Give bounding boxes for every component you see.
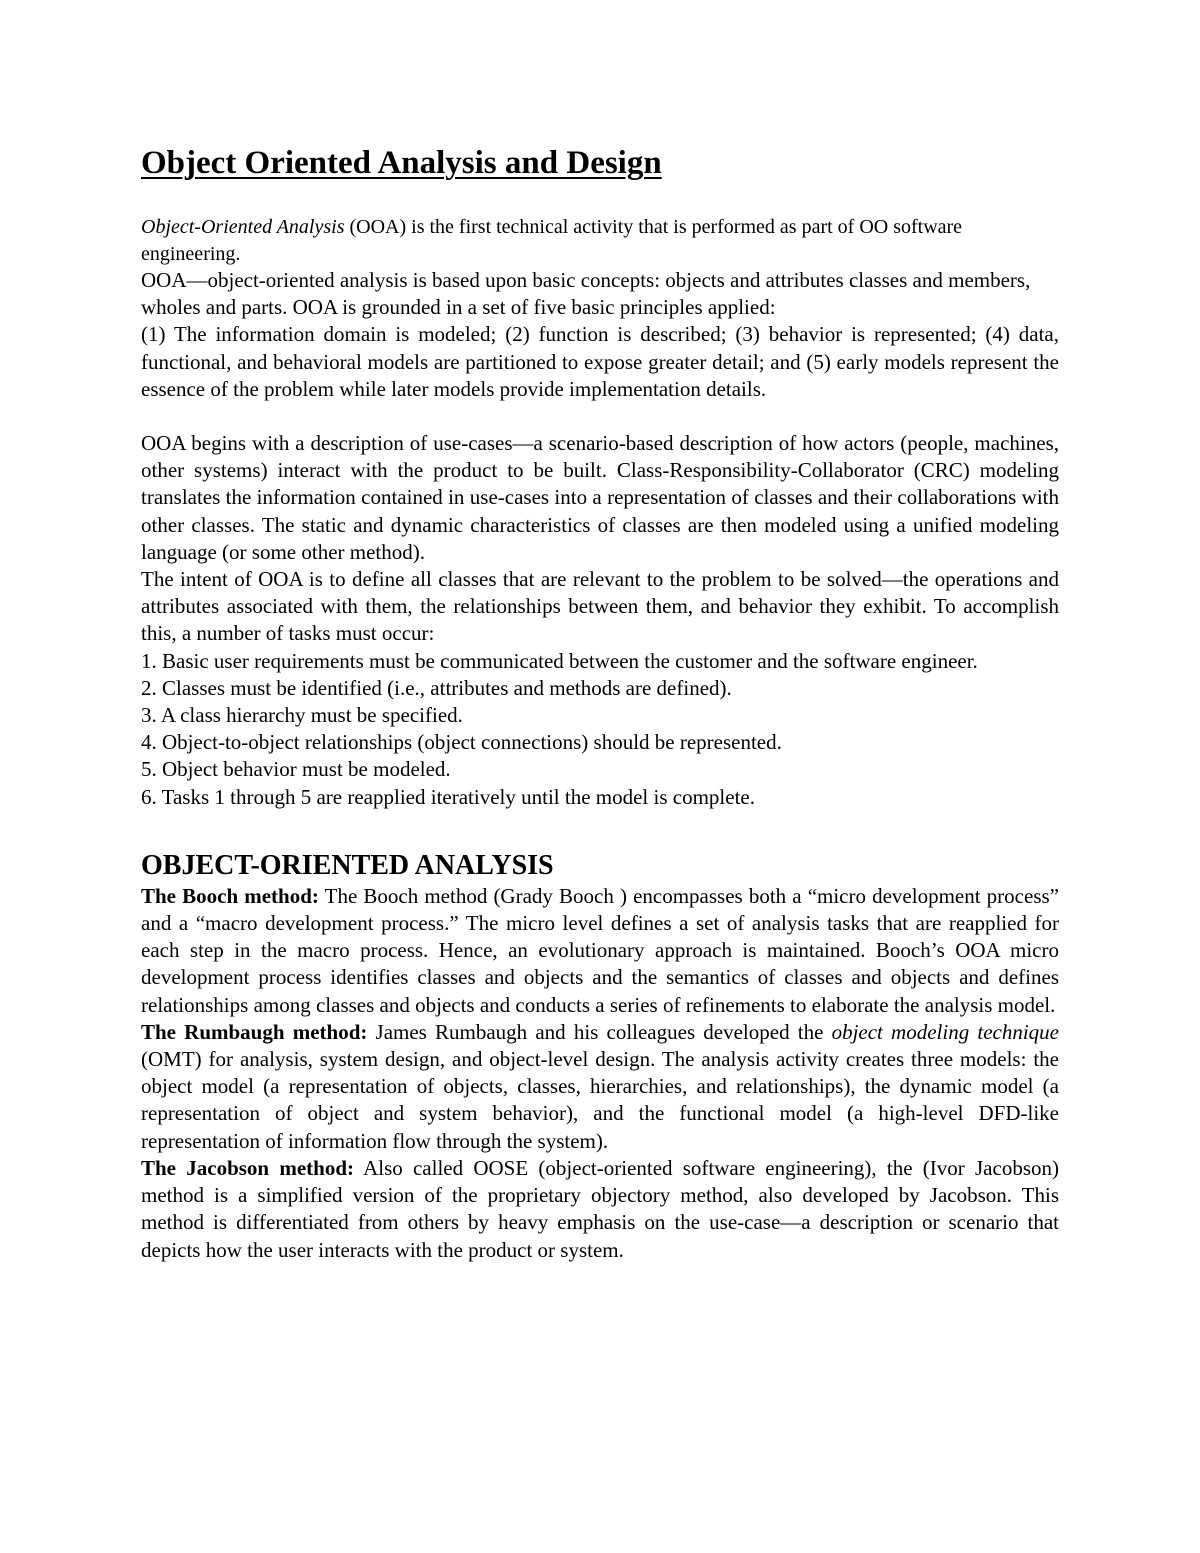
ooa-term: Object-Oriented Analysis (141, 216, 345, 238)
task-item: 6. Tasks 1 through 5 are reapplied iteratively until the model is complete. (141, 784, 755, 809)
spacer (141, 811, 1059, 849)
rumbaugh-italic-term: object modeling technique (831, 1019, 1060, 1044)
rumbaugh-label: The Rumbaugh method: (141, 1019, 368, 1044)
task-item: 2. Classes must be identified (i.e., attributes and methods are defined). (141, 675, 732, 700)
task-list (141, 648, 1059, 811)
task-item: 4. Object-to-object relationships (object connections) should be represented. (141, 730, 782, 755)
jacobson-label: The Jacobson method: (141, 1155, 354, 1180)
task-item: 3. A class hierarchy must be specified. (141, 703, 463, 728)
intent-paragraph: The intent of OOA is to define all classes that are relevant to the problem to be solved—the operations and attributes associated with them, the relationships between them, and behavior they exhibit. To accomplish this, a number of tasks must occur: (141, 567, 1059, 646)
booch-label: The Booch method: (141, 883, 319, 908)
spacer (141, 403, 1059, 430)
booch-text: The Booch method (Grady Booch ) encompasses both a “micro development process” and a “macro development process.” The micro level defines a set of analysis tasks that are reapplied for each step in the macro process. Hence, an evolutionary approach is maintained. Booch’s OOA micro development process identifies classes and objects and the semantics of classes and objects and defines relationships among classes and objects and conducts a series of refinements to elaborate the analysis model. (141, 883, 1059, 1017)
intro-sentence: (OOA) is the first technical activity that is performed as part of OO software engineering. (141, 216, 963, 265)
page-title: Object Oriented Analysis and Design (141, 145, 662, 181)
principles-paragraph: (1) The information domain is modeled; (2) function is described; (3) behavior is represented; (4) data, functional, and behavioral models are partitioned to expose greater detail; and (5) early models represent the essence of the problem while later models provide implementation details. (141, 322, 1059, 401)
task-item: 1. Basic user requirements must be communicated between the customer and the software engineer. (141, 648, 978, 673)
jacobson-text: Also called OOSE (object-oriented software engineering), the (Ivor Jacobson) method is a simplified version of the proprietary objectory method, also developed by Jacobson. This method is differentiated from others by heavy emphasis on the use-case—a description or scenario that depicts how the user interacts with the product or system. (141, 1155, 1059, 1262)
intro-paragraph (141, 214, 1059, 267)
jacobson-paragraph (141, 1155, 1059, 1264)
rumbaugh-text-before: James Rumbaugh and his colleagues developed the (367, 1019, 832, 1044)
concepts-paragraph: OOA—object-oriented analysis is based upon basic concepts: objects and attributes classes and members, wholes and parts. OOA is grounded in a set of five basic principles applied: (141, 268, 1031, 320)
rumbaugh-paragraph (141, 1019, 1059, 1155)
document-page (141, 140, 1059, 1264)
use-cases-paragraph: OOA begins with a description of use-cases—a scenario-based description of how actors (people, machines, other systems) interact with the product to be built. Class-Responsibility-Collaborator (CRC) modeling translates the information contained in use-cases into a representation of classes and their collaborations with other classes. The static and dynamic characteristics of classes are then modeled using a unified modeling language (or some other method). (141, 431, 1059, 564)
rumbaugh-text-after: (OMT) for analysis, system design, and object-level design. The analysis activity creates three models: the object model (a representation of objects, classes, hierarchies, and relationships), the dynamic model (a representation of object and system behavior), and the functional model (a high-level DFD-like representation of information flow through the system). (141, 1047, 1059, 1153)
task-item: 5. Object behavior must be modeled. (141, 757, 451, 782)
section-heading: OBJECT-ORIENTED ANALYSIS (141, 849, 554, 881)
booch-paragraph (141, 883, 1059, 1019)
